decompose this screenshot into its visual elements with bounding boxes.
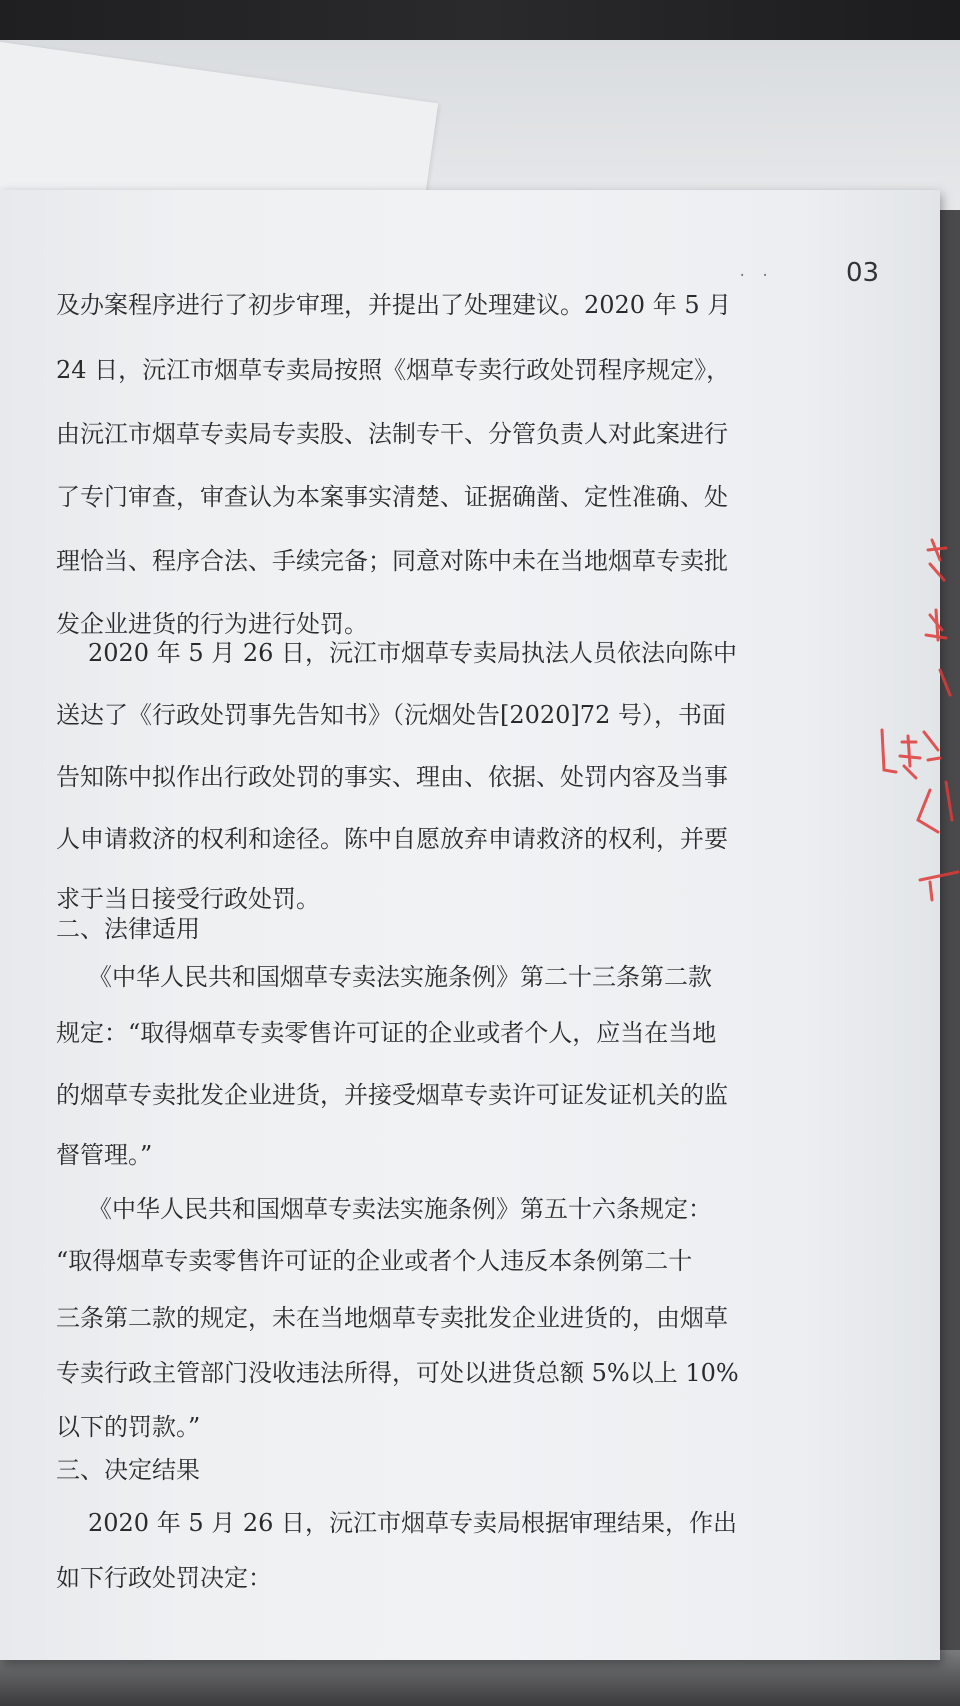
text-line: 督管理。” — [56, 1141, 153, 1169]
text-line: “取得烟草专卖零售许可证的企业或者个人违反本条例第二十 — [56, 1247, 693, 1275]
red-seal-stamp — [880, 520, 960, 940]
text-line: 人申请救济的权利和途径。陈中自愿放弃申请救济的权利，并要 — [56, 825, 728, 853]
text-line: 2020 年 5 月 26 日，沅江市烟草专卖局根据审理结果，作出 — [88, 1509, 738, 1537]
text-line: 了专门审查，审查认为本案事实清楚、证据确凿、定性准确、处 — [56, 483, 728, 511]
text-line: 发企业进货的行为进行处罚。 — [56, 610, 368, 638]
text-line: 如下行政处罚决定： — [56, 1564, 272, 1592]
text-line: 的烟草专卖批发企业进货，并接受烟草专卖许可证发证机关的监 — [56, 1081, 728, 1109]
text-line: 规定：“取得烟草专卖零售许可证的企业或者个人，应当在当地 — [56, 1019, 717, 1047]
text-line: 理恰当、程序合法、手续完备；同意对陈中未在当地烟草专卖批 — [56, 547, 728, 575]
page-number-smudge: · · — [738, 268, 773, 284]
text-line: 告知陈中拟作出行政处罚的事实、理由、依据、处罚内容及当事 — [56, 763, 728, 791]
text-line: 三条第二款的规定，未在当地烟草专卖批发企业进货的，由烟草 — [56, 1304, 728, 1332]
text-line: 《中华人民共和国烟草专卖法实施条例》第二十三条第二款 — [88, 963, 712, 991]
text-line: 专卖行政主管部门没收违法所得，可处以进货总额 5%以上 10% — [56, 1359, 739, 1387]
text-line: 以下的罚款。” — [56, 1413, 201, 1441]
text-line: 《中华人民共和国烟草专卖法实施条例》第五十六条规定： — [88, 1195, 712, 1223]
page-number: 03 — [846, 258, 880, 288]
text-line: 及办案程序进行了初步审理，并提出了处理建议。2020 年 5 月 — [56, 291, 732, 319]
text-line: 求于当日接受行政处罚。 — [56, 885, 320, 913]
text-line: 24 日，沅江市烟草专卖局按照《烟草专卖行政处罚程序规定》， — [56, 356, 731, 384]
section-heading: 二、法律适用 — [56, 915, 200, 943]
text-line: 由沅江市烟草专卖局专卖股、法制专干、分管负责人对此案进行 — [56, 420, 728, 448]
text-line: 送达了《行政处罚事先告知书》（沅烟处告[2020]72 号），书面 — [56, 701, 726, 729]
text-line: 2020 年 5 月 26 日，沅江市烟草专卖局执法人员依法向陈中 — [88, 639, 738, 667]
section-heading: 三、决定结果 — [56, 1456, 200, 1484]
